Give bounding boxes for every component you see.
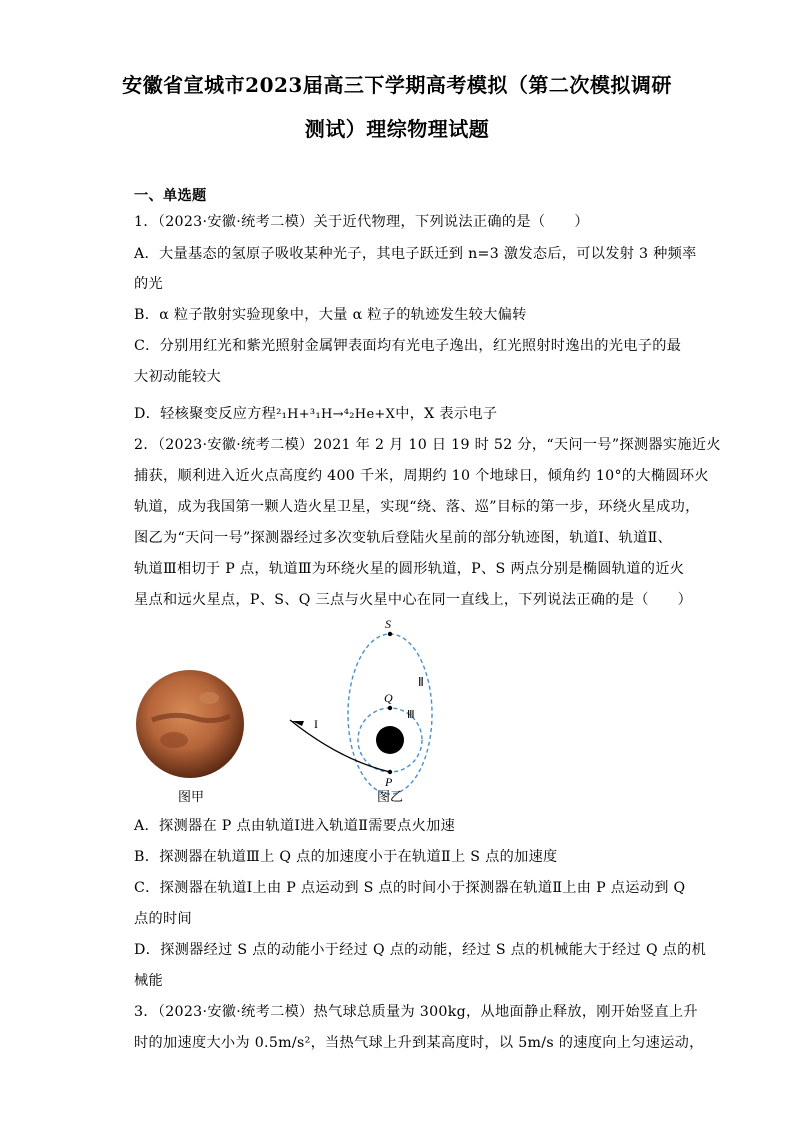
label-orbit-ii: Ⅱ	[418, 675, 424, 689]
q2-stem-line3: 轨道，成为我国第一颗人造火星卫星，实现“绕、落、巡”目标的第一步，环绕火星成功，	[134, 499, 700, 515]
q1-option-d	[134, 404, 497, 425]
q2-stem-line5: 轨道Ⅲ相切于 P 点，轨道Ⅲ为环绕火星的圆形轨道，P、S 两点分别是椭圆轨道的近火	[134, 561, 685, 577]
q2-option-b: B．探测器在轨道Ⅲ上 Q 点的加速度小于在轨道Ⅱ上 S 点的加速度	[134, 849, 558, 865]
q2-option-d-line2: 械能	[134, 973, 163, 989]
q1-option-c-line1: C．分别用红光和紫光照射金属钾表面均有光电子逸出，红光照射时逸出的光电子的最	[134, 338, 682, 354]
q1-option-a-line2: 的光	[134, 276, 163, 292]
label-orbit-iii: Ⅲ	[407, 709, 415, 721]
q1-stem: 1．（2023·安徽·统考二模）关于近代物理，下列说法正确的是（ ）	[134, 214, 589, 230]
q2-stem-line4: 图乙为“天问一号”探测器经过多次变轨后登陆火星前的部分轨迹图，轨道Ⅰ、轨道Ⅱ、	[134, 530, 673, 546]
label-q: Q	[384, 691, 393, 705]
q2-stem-line1: 2．（2023·安徽·统考二模）2021 年 2 月 10 日 19 时 52 分，“天问一号”探测器实施近火	[134, 437, 721, 453]
q1-option-d-suffix: 中，X 表示电子	[395, 406, 498, 422]
label-s: S	[385, 620, 391, 631]
section-heading: 一、单选题	[134, 188, 207, 204]
point-q	[388, 706, 392, 710]
q1-option-d-prefix: D．轻核聚变反应方程	[134, 406, 277, 422]
point-p	[388, 770, 392, 774]
q2-option-d-line1: D．探测器经过 S 点的动能小于经过 Q 点的动能，经过 S 点的机械能大于经过 Q 点的机	[134, 942, 707, 958]
mars-photo	[134, 668, 247, 780]
fusion-equation: ²₁H+³₁H→⁴₂He+X	[276, 407, 396, 422]
q1-option-b: B．α 粒子散射实验现象中，大量 α 粒子的轨迹发生较大偏转	[134, 307, 527, 323]
q2-option-c-line2: 点的时间	[134, 911, 192, 927]
q2-stem-line6: 星点和远火星点，P、S、Q 三点与火星中心在同一直线上，下列说法正确的是（ ）	[134, 592, 693, 608]
point-s	[388, 632, 392, 636]
q3-stem-line1: 3．（2023·安徽·统考二模）热气球总质量为 300kg，从地面静止释放，刚开始竖直上升	[134, 1004, 698, 1020]
figure-a-caption: 图甲	[178, 790, 205, 805]
q2-option-a: A．探测器在 P 点由轨道Ⅰ进入轨道Ⅱ需要点火加速	[134, 818, 456, 834]
q1-option-c-line2: 大初动能较大	[134, 369, 221, 385]
orbit-diagram	[280, 620, 470, 795]
q2-stem-line2: 捕获，顺利进入近火点高度约 400 千米，周期约 10 个地球日，倾角约 10°的大椭圆环火	[134, 468, 709, 484]
q2-option-c-line1: C．探测器在轨道Ⅰ上由 P 点运动到 S 点的时间小于探测器在轨道Ⅱ上由 P 点运动到 Q	[134, 880, 686, 896]
figure-b-caption: 图乙	[377, 790, 404, 805]
doc-title-line2: 测试）理综物理试题	[304, 117, 490, 141]
label-orbit-i: I	[314, 717, 318, 731]
q1-option-a-line1: A．大量基态的氢原子吸收某种光子，其电子跃迁到 n=3 激发态后，可以发射 3 种频率	[134, 246, 697, 262]
mars-body	[376, 726, 404, 754]
q3-stem-line2: 时的加速度大小为 0.5m/s²，当热气球上升到某高度时，以 5m/s 的速度向上匀速运动，	[134, 1035, 704, 1051]
doc-title-line1: 安徽省宣城市2023届高三下学期高考模拟（第二次模拟调研	[122, 73, 672, 97]
label-p: P	[385, 775, 393, 789]
orbit-i-path	[290, 720, 390, 772]
